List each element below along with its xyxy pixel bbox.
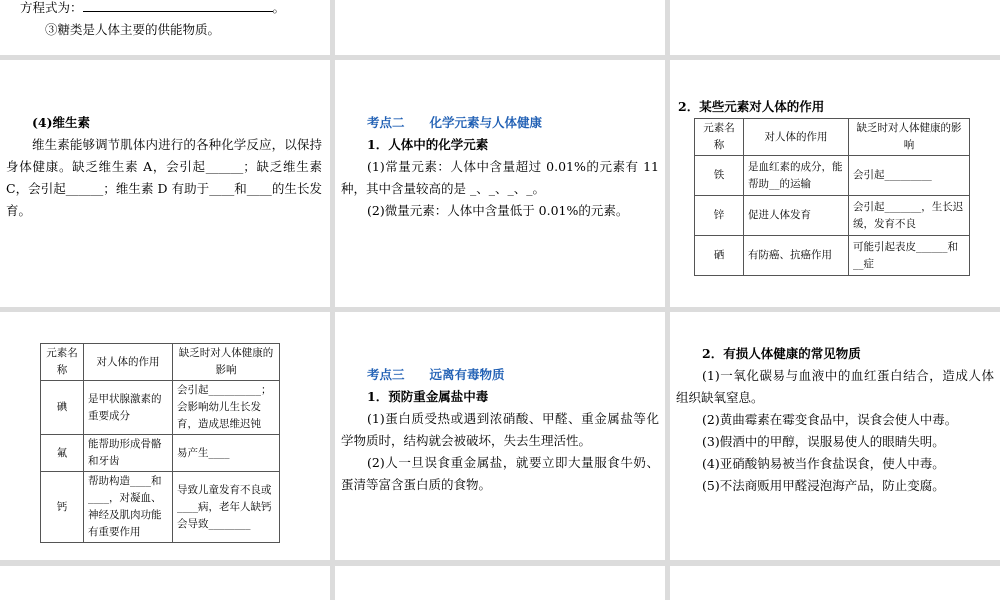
harmful-item: (5)不法商贩用甲醛浸泡海产品，防止变腐。 <box>702 478 945 493</box>
table-row <box>695 156 970 196</box>
table-cell: 是甲状腺激素的重要成分 <box>84 381 173 435</box>
table-row <box>695 196 970 236</box>
table-cell: 碘 <box>41 381 84 435</box>
table-row <box>41 435 280 472</box>
slide-top-left <box>0 0 330 55</box>
table-cell: 会引起__________；会影响幼儿生长发育，造成思维迟钝 <box>173 381 280 435</box>
element-roles-heading: 2．某些元素对人体的作用 <box>678 99 825 114</box>
harmful-item: (1)一氧化碳易与血液中的血红蛋白结合，造成人体组织缺氧窒息。 <box>676 368 994 405</box>
table-cell: 会引起_________ <box>849 156 970 196</box>
slide-bottom-center <box>335 566 665 600</box>
slide-element-roles <box>670 60 1000 307</box>
table-header-cell: 缺乏时对人体健康的影响 <box>849 119 970 156</box>
harmful-item: (4)亚硝酸钠易被当作食盐误食，使人中毒。 <box>702 456 945 471</box>
table-cell: 有防癌、抗癌作用 <box>744 236 849 276</box>
table-header-cell: 元素名称 <box>695 119 744 156</box>
vitamin-heading: (4)维生素 <box>32 115 91 130</box>
table-header-cell: 缺乏时对人体健康的影响 <box>173 344 280 381</box>
section-heading-2: 考点二 化学元素与人体健康 <box>367 115 543 130</box>
slide-element-roles-2 <box>0 312 330 560</box>
vitamin-paragraph: 维生素能够调节肌体内进行的各种化学反应，以保持身体健康。缺乏维生素 A，会引起______；缺乏维生素 C，会引起______；维生素 D 有助于____和____的生长发育。 <box>6 137 322 218</box>
harmful-heading: 2．有损人体健康的常见物质 <box>702 346 861 361</box>
table-cell: 会引起_______，生长迟缓，发育不良 <box>849 196 970 236</box>
table-cell: 帮助构造____和____，对凝血、神经及肌肉功能有重要作用 <box>84 472 173 543</box>
table-cell: 易产生____ <box>173 435 280 472</box>
table-row <box>41 472 280 543</box>
table-cell: 是血红素的成分，能帮助__的运输 <box>744 156 849 196</box>
table-header-cell: 对人体的作用 <box>84 344 173 381</box>
subheading-elements: 1．人体中的化学元素 <box>367 137 489 152</box>
harmful-item: (2)黄曲霉素在霉变食品中，误食会使人中毒。 <box>702 412 958 427</box>
harmful-item: (3)假酒中的甲醇，误服易使人的眼睛失明。 <box>702 434 945 449</box>
element-roles-table <box>694 118 970 276</box>
equation-line: 方程式为： 。 <box>20 0 286 15</box>
table-cell: 硒 <box>695 236 744 276</box>
table-cell: 促进人体发育 <box>744 196 849 236</box>
slide-harmful-substances <box>670 312 1000 560</box>
slide-top-right <box>670 0 1000 55</box>
table-row <box>41 381 280 435</box>
sugar-line: ③糖类是人体主要的供能物质。 <box>45 22 221 37</box>
table-cell: 钙 <box>41 472 84 543</box>
slide-elements-health <box>335 60 665 307</box>
table-cell: 锌 <box>695 196 744 236</box>
slide-toxic-substances <box>335 312 665 560</box>
table-cell: 能帮助形成骨骼和牙齿 <box>84 435 173 472</box>
element-roles-table-2 <box>40 343 280 543</box>
table-header-row <box>41 344 280 381</box>
equation-blank <box>83 11 273 12</box>
table-row <box>695 236 970 276</box>
slide-bottom-left <box>0 566 330 600</box>
micro-elements-text: (2)微量元素：人体中含量低于 0.01%的元素。 <box>367 203 629 218</box>
macro-elements-text: (1)常量元素：人体中含量超过 0.01%的元素有 11 种，其中含量较高的是 _、_、_、_。 <box>341 159 659 196</box>
protein-denature-text: (1)蛋白质受热或遇到浓硝酸、甲醛、重金属盐等化学物质时，结构就会被破坏，失去生理活性。 <box>341 411 659 448</box>
table-header-cell: 对人体的作用 <box>744 119 849 156</box>
table-cell: 导致儿童发育不良或____病，老年人缺钙会导致________ <box>173 472 280 543</box>
table-header-row <box>695 119 970 156</box>
table-cell: 氟 <box>41 435 84 472</box>
table-header-cell: 元素名称 <box>41 344 84 381</box>
poison-remedy-text: (2)人一旦误食重金属盐，就要立即大量服食牛奶、蛋清等富含蛋白质的食物。 <box>341 455 659 492</box>
slide-vitamins <box>0 60 330 307</box>
table-cell: 铁 <box>695 156 744 196</box>
table-cell: 可能引起表皮______和__症 <box>849 236 970 276</box>
slide-top-center <box>335 0 665 55</box>
subheading-heavy-metal: 1．预防重金属盐中毒 <box>367 389 489 404</box>
section-heading-3: 考点三 远离有毒物质 <box>367 367 505 382</box>
slide-bottom-right <box>670 566 1000 600</box>
